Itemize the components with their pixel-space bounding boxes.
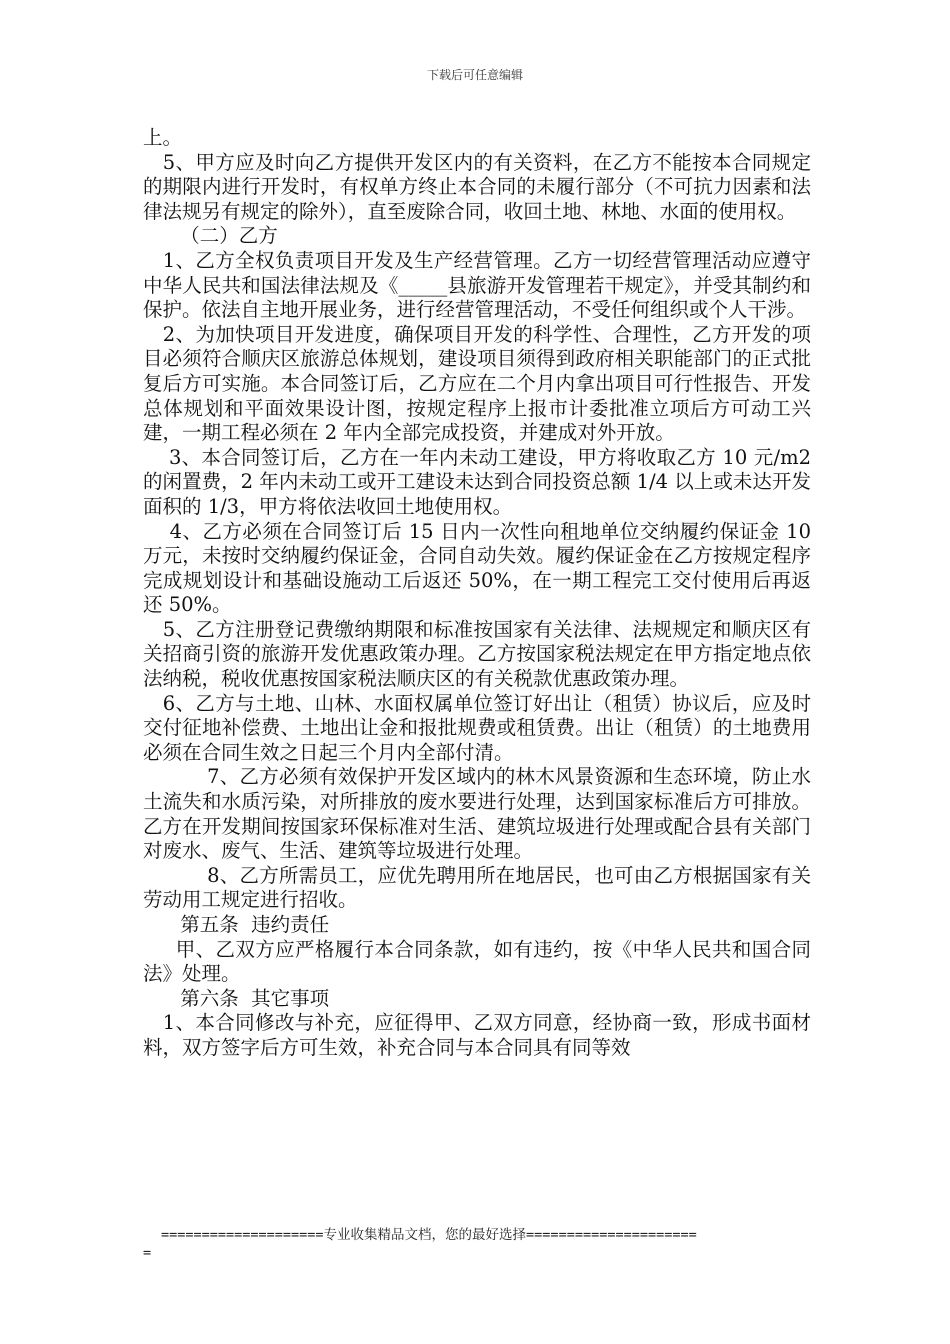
paragraph: 5、甲方应及时向乙方提供开发区内的有关资料，在乙方不能按本合同规定的期限内进行开发时，有权单方终止本合同的未履行部分（不可抗力因素和法律法规另有规定的除外），直至废除合同，收回土地、林地、水面的使用权。 xyxy=(143,150,811,223)
document-body xyxy=(143,126,811,1061)
paragraph: 4、乙方必须在合同签订后 15 日内一次性向租地单位交纳履约保证金 10 万元，未按时交纳履约保证金，合同自动失效。履约保证金在乙方按规定程序完成规划设计和基础设施动工后返还 50%，在一期工程完工交付使用后再返还 50%。 xyxy=(143,519,811,617)
paragraph: 7、乙方必须有效保护开发区域内的林木风景资源和生态环境，防止水土流失和水质污染，对所排放的废水要进行处理，达到国家标准后方可排放。乙方在开发期间按国家环保标准对生活、建筑垃圾进行处理或配合县有关部门对废水、废气、生活、建筑等垃圾进行处理。 xyxy=(143,765,811,863)
paragraph: 8、乙方所需员工，应优先聘用所在地居民，也可由乙方根据国家有关劳动用工规定进行招收。 xyxy=(143,863,811,912)
paragraph: 1、乙方全权负责项目开发及生产经营管理。乙方一切经营管理活动应遵守中华人民共和国法律法规及《_____县旅游开发管理若干规定》，并受其制约和保护。依法自主地开展业务，进行经营管理活动，不受任何组织或个人干涉。 xyxy=(143,248,811,322)
page-footer xyxy=(143,1226,813,1262)
paragraph: 3、本合同签订后，乙方在一年内未动工建设，甲方将收取乙方 10 元/m2 的闲置费，2 年内未动工或开工建设未达到合同投资总额 1/4 以上或未达开发面积的 1/3，甲方将依法收回土地使用权。 xyxy=(143,445,811,518)
footer-tail: = xyxy=(143,1245,152,1261)
article-heading: 第六条 其它事项 xyxy=(180,986,330,1010)
paragraph: 1、本合同修改与补充，应征得甲、乙双方同意，经协商一致，形成书面材料，双方签字后方可生效，补充合同与本合同具有同等效 xyxy=(143,1011,811,1059)
paragraph: 甲、乙双方应严格履行本合同条款，如有违约，按《中华人民共和国合同法》处理。 xyxy=(143,937,811,986)
page-header: 下载后可任意编辑 xyxy=(426,68,523,82)
section-heading: （二）乙方 xyxy=(180,224,278,248)
paragraph: 上。 xyxy=(143,126,183,149)
paragraph: 5、乙方注册登记费缴纳期限和标准按国家有关法律、法规规定和顺庆区有关招商引资的旅游开发优惠政策办理。乙方按国家税法规定在甲方指定地点依法纳税，税收优惠按国家税法顺庆区的有关税款优惠政策办理。 xyxy=(143,617,811,691)
footer-banner: ====================专业收集精品文档，您的最好选择===================== xyxy=(161,1227,697,1243)
paragraph: 2、为加快项目开发进度，确保项目开发的科学性、合理性，乙方开发的项目必须符合顺庆区旅游总体规划，建设项目须得到政府相关职能部门的正式批复后方可实施。本合同签订后，乙方应在二个月内拿出项目可行性报告、开发总体规划和平面效果设计图，按规定程序上报市计委批准立项后方可动工兴建，一期工程必须在 2 年内全部完成投资，并建成对外开放。 xyxy=(143,322,811,445)
paragraph: 6、乙方与土地、山林、水面权属单位签订好出让（租赁）协议后，应及时交付征地补偿费、土地出让金和报批规费或租赁费。出让（租赁）的土地费用必须在合同生效之日起三个月内全部付清。 xyxy=(143,691,811,764)
article-heading: 第五条 违约责任 xyxy=(180,913,330,936)
